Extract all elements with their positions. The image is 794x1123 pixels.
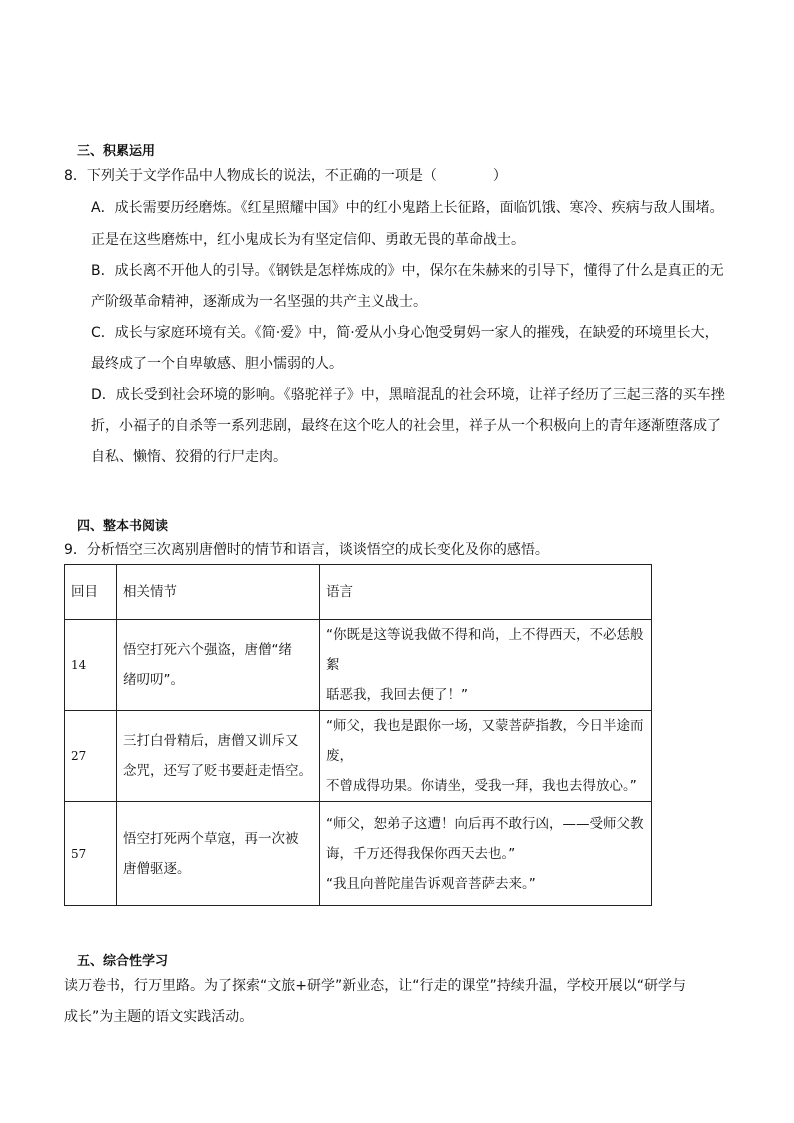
option-d-line-1: D．成长受到社会环境的影响。《骆驼祥子》中，黑暗混乱的社会环境，让祥子经历了三起三落的买车挫 xyxy=(91,387,725,403)
plot-line: 念咒，还写了贬书要赶走悟空。 xyxy=(123,763,312,779)
section-4-title: 四、整本书阅读 xyxy=(77,519,169,534)
table-row xyxy=(65,802,652,906)
header-chapter: 回目 xyxy=(65,565,117,620)
speech-line: 不曾成得功果。你请坐，受我一拜，我也去得放心。” xyxy=(326,778,637,794)
section-5-title: 五、综合性学习 xyxy=(77,954,169,969)
header-speech: 语言 xyxy=(320,565,652,620)
question-8: 8．下列关于文学作品中人物成长的说法，不正确的一项是（ ） xyxy=(64,168,507,184)
section-5-line-2: 成长”为主题的语文实践活动。 xyxy=(64,1009,254,1025)
plot-line: 绪叨叨”。 xyxy=(123,672,184,688)
plot-cell xyxy=(117,620,320,711)
plot-line: 唐僧驱逐。 xyxy=(123,860,191,877)
option-d-line-2: 折，小福子的自杀等一系列悲剧，最终在这个吃人的社会里，祥子从一个积极向上的青年逐渐堕落成了 xyxy=(91,418,721,434)
plot-line: 三打白骨精后，唐僧又训斥又 xyxy=(123,733,299,749)
option-c-line-2: 最终成了一个自卑敏感、胆小懦弱的人。 xyxy=(91,356,343,372)
reading-table xyxy=(64,564,652,906)
table-row xyxy=(65,620,652,711)
chapter-number: 14 xyxy=(65,620,117,711)
section-5-line-1: 读万卷书，行万里路。为了探索“文旅+研学”新业态，让“行走的课堂”持续升温，学校开展以“研学与 xyxy=(64,978,686,994)
table-row xyxy=(65,711,652,802)
plot-line: 悟空打死两个草寇，再一次被 xyxy=(123,830,299,847)
section-3-title: 三、积累运用 xyxy=(77,144,156,159)
question-9: 9．分析悟空三次离别唐僧时的情节和语言，谈谈悟空的成长变化及你的感悟。 xyxy=(64,542,549,558)
header-plot: 相关情节 xyxy=(117,565,320,620)
chapter-number: 27 xyxy=(65,711,117,802)
speech-line: “师父，我也是跟你一场，又蒙菩萨指教，今日半途而废， xyxy=(326,718,644,764)
speech-line: 诲，千万还得我保你西天去也。” xyxy=(326,845,516,862)
table-header-row xyxy=(65,565,652,620)
option-b-line-2: 产阶级革命精神，逐渐成为一名坚强的共产主义战士。 xyxy=(91,294,427,310)
plot-cell xyxy=(117,802,320,906)
option-c-line-1: C．成长与家庭环境有关。《简·爱》中，简·爱从小身心饱受舅妈一家人的摧残，在缺爱的环境里长大， xyxy=(91,325,719,341)
speech-cell xyxy=(320,620,652,711)
speech-line: “你既是这等说我做不得和尚，上不得西天，不必恁般絮 xyxy=(326,627,644,673)
option-a-line-1: A．成长需要历经磨炼。《红星照耀中国》中的红小鬼踏上长征路，面临饥饿、寒冷、疾病与敌人围堵。 xyxy=(91,200,724,216)
option-d-line-3: 自私、懒惰、狡猾的行尸走肉。 xyxy=(91,449,287,465)
option-b-line-1: B．成长离不开他人的引导。《钢铁是怎样炼成的》中，保尔在朱赫来的引导下，懂得了什么是真正的无 xyxy=(91,263,724,279)
plot-cell xyxy=(117,711,320,802)
speech-cell xyxy=(320,711,652,802)
speech-line: “我且向普陀崖告诉观音菩萨去来。” xyxy=(326,875,536,892)
speech-line: 聒恶我，我回去便了！” xyxy=(326,687,468,703)
speech-line: “师父，恕弟子这遭！向后再不敢行凶，——受师父教 xyxy=(326,815,644,832)
speech-cell xyxy=(320,802,652,906)
chapter-number: 57 xyxy=(65,802,117,906)
plot-line: 悟空打死六个强盗，唐僧“绪 xyxy=(123,642,292,658)
option-a-line-2: 正是在这些磨炼中，红小鬼成长为有坚定信仰、勇敢无畏的革命战士。 xyxy=(91,232,525,248)
